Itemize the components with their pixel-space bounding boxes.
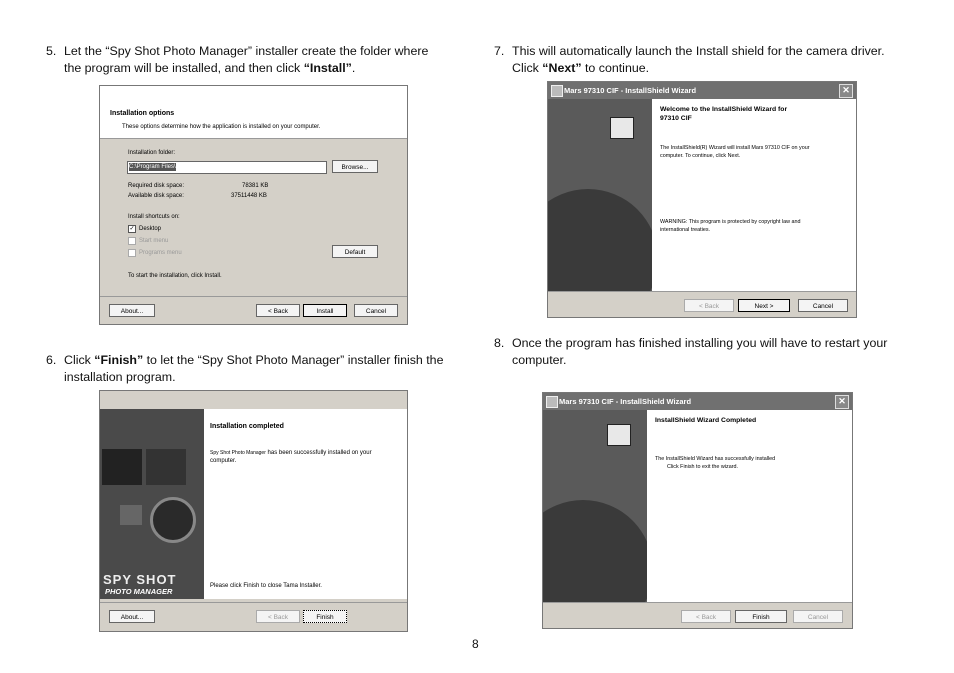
content-panel: [647, 410, 852, 602]
face-photo: [102, 449, 142, 485]
about-button[interactable]: About...: [109, 304, 155, 317]
finish-button[interactable]: Finish: [735, 610, 787, 623]
body-text: has been successfully installed on your: [265, 450, 372, 456]
cancel-button[interactable]: Cancel: [793, 610, 843, 623]
completed-body-line2: computer.: [210, 458, 237, 464]
computer-icon: [607, 424, 631, 446]
step-text-line: computer.: [512, 353, 567, 367]
logo-subtitle: PHOTO MANAGER: [105, 587, 173, 596]
back-button[interactable]: < Back: [256, 304, 300, 317]
step-text: Click: [64, 353, 95, 367]
step-7: [494, 43, 914, 77]
close-instruction: Please click Finish to close Tama Installer.: [210, 583, 322, 589]
step-text-line: Once the program has finished installing you will have to restart your: [512, 336, 888, 350]
back-button[interactable]: < Back: [681, 610, 731, 623]
step-6: [46, 352, 466, 386]
wizard-side-art: [548, 99, 652, 291]
divider: [543, 602, 852, 603]
completed-heading: Installation completed: [210, 423, 284, 430]
start-menu-checkbox[interactable]: [128, 237, 136, 245]
installshield-welcome-dialog: [547, 81, 857, 318]
next-button[interactable]: Next >: [738, 299, 790, 312]
cancel-button[interactable]: Cancel: [798, 299, 848, 312]
desktop-label: Desktop: [139, 226, 162, 232]
install-button[interactable]: Install: [303, 304, 347, 317]
title-bar: [543, 393, 852, 410]
about-button[interactable]: About...: [109, 610, 155, 623]
warning-line1: WARNING: This program is protected by copyright law and: [660, 219, 801, 225]
computer-icon: [610, 117, 634, 139]
default-button[interactable]: Default: [332, 245, 378, 258]
step-text-line: Let the “Spy Shot Photo Manager” installer create the folder where: [64, 44, 429, 58]
step-8: [494, 335, 914, 369]
welcome-heading-line1: Welcome to the InstallShield Wizard for: [660, 106, 788, 113]
app-icon: [546, 396, 558, 408]
start-instruction: To start the installation, click Install.: [128, 273, 222, 279]
step-keyword: “Install”: [303, 61, 352, 75]
art-shape: [548, 189, 652, 291]
finish-button[interactable]: Finish: [303, 610, 347, 623]
step-text: to continue.: [581, 61, 650, 75]
warning-line2: international treaties.: [660, 227, 711, 233]
available-space-value: 37511448 KB: [231, 193, 267, 199]
installation-completed-dialog: [99, 390, 408, 632]
content-panel: [204, 409, 407, 599]
step-number: 6.: [46, 353, 57, 367]
step-number: 7.: [494, 44, 505, 58]
browse-button[interactable]: Browse...: [332, 160, 378, 173]
back-button[interactable]: < Back: [684, 299, 734, 312]
close-button[interactable]: ✕: [839, 84, 853, 98]
completed-heading: InstallShield Wizard Completed: [655, 417, 757, 424]
divider: [100, 602, 407, 603]
step-5: [46, 43, 466, 77]
programs-menu-checkbox[interactable]: [128, 249, 136, 257]
step-number: 5.: [46, 44, 57, 58]
start-menu-label: Start menu: [139, 238, 169, 244]
folder-input[interactable]: [127, 161, 327, 174]
available-space-label: Available disk space:: [128, 193, 184, 199]
dialog-subheading: These options determine how the application is installed on your computer.: [122, 124, 321, 130]
completed-body-line2: Click Finish to exit the wizard.: [667, 464, 738, 470]
installshield-completed-dialog: [542, 392, 853, 629]
window-title: Mars 97310 CIF - InstallShield Wizard: [559, 397, 692, 406]
step-text: the program will be installed, and then click: [64, 61, 304, 75]
folder-value: C:\Program Files\: [129, 164, 176, 170]
welcome-body-line1: The InstallShield(R) Wizard will install Mars 97310 CIF on your: [660, 145, 810, 151]
step-text-line: installation program.: [64, 370, 176, 384]
programs-menu-label: Programs menu: [139, 250, 182, 256]
app-icon: [551, 85, 563, 97]
installation-options-dialog: [99, 85, 408, 325]
step-text-line: This will automatically launch the Install shield for the camera driver.: [512, 44, 885, 58]
step-text: .: [351, 61, 356, 75]
divider: [100, 296, 407, 297]
shortcuts-label: Install shortcuts on:: [128, 214, 180, 220]
page-number: 8: [472, 637, 479, 651]
dialog-heading: Installation options: [110, 110, 175, 117]
sunglasses-photo: [146, 449, 186, 485]
completed-body-line1: The InstallShield Wizard has successfully installed: [655, 456, 776, 462]
content-panel: [652, 99, 856, 291]
hand-photo: [120, 505, 142, 525]
step-keyword: “Finish”: [94, 353, 144, 367]
step-keyword: “Next”: [542, 61, 582, 75]
logo-title: SPY SHOT: [103, 572, 177, 587]
app-name: Spy Shot Photo Manager: [210, 450, 266, 456]
wizard-side-art: [543, 410, 647, 602]
required-space-value: 78381 KB: [242, 183, 269, 189]
divider: [100, 138, 407, 139]
title-bar: [548, 82, 856, 99]
step-text: to let the “Spy Shot Photo Manager” installer finish the: [143, 353, 444, 367]
required-space-label: Required disk space:: [128, 183, 185, 189]
welcome-body-line2: computer. To continue, click Next.: [660, 153, 741, 159]
back-button[interactable]: < Back: [256, 610, 300, 623]
step-text: Click: [512, 61, 543, 75]
window-title: Mars 97310 CIF - InstallShield Wizard: [564, 86, 697, 95]
spy-shot-banner: [100, 409, 204, 599]
close-button[interactable]: ✕: [835, 395, 849, 409]
completed-body: [210, 449, 372, 457]
folder-label: Installation folder:: [128, 150, 176, 156]
welcome-heading-line2: 97310 CIF: [660, 115, 692, 122]
divider: [548, 291, 856, 292]
cancel-button[interactable]: Cancel: [354, 304, 398, 317]
camera-lens-icon: [150, 497, 196, 543]
art-shape: [543, 500, 647, 602]
step-number: 8.: [494, 336, 505, 350]
desktop-checkbox[interactable]: ✓: [129, 226, 135, 232]
